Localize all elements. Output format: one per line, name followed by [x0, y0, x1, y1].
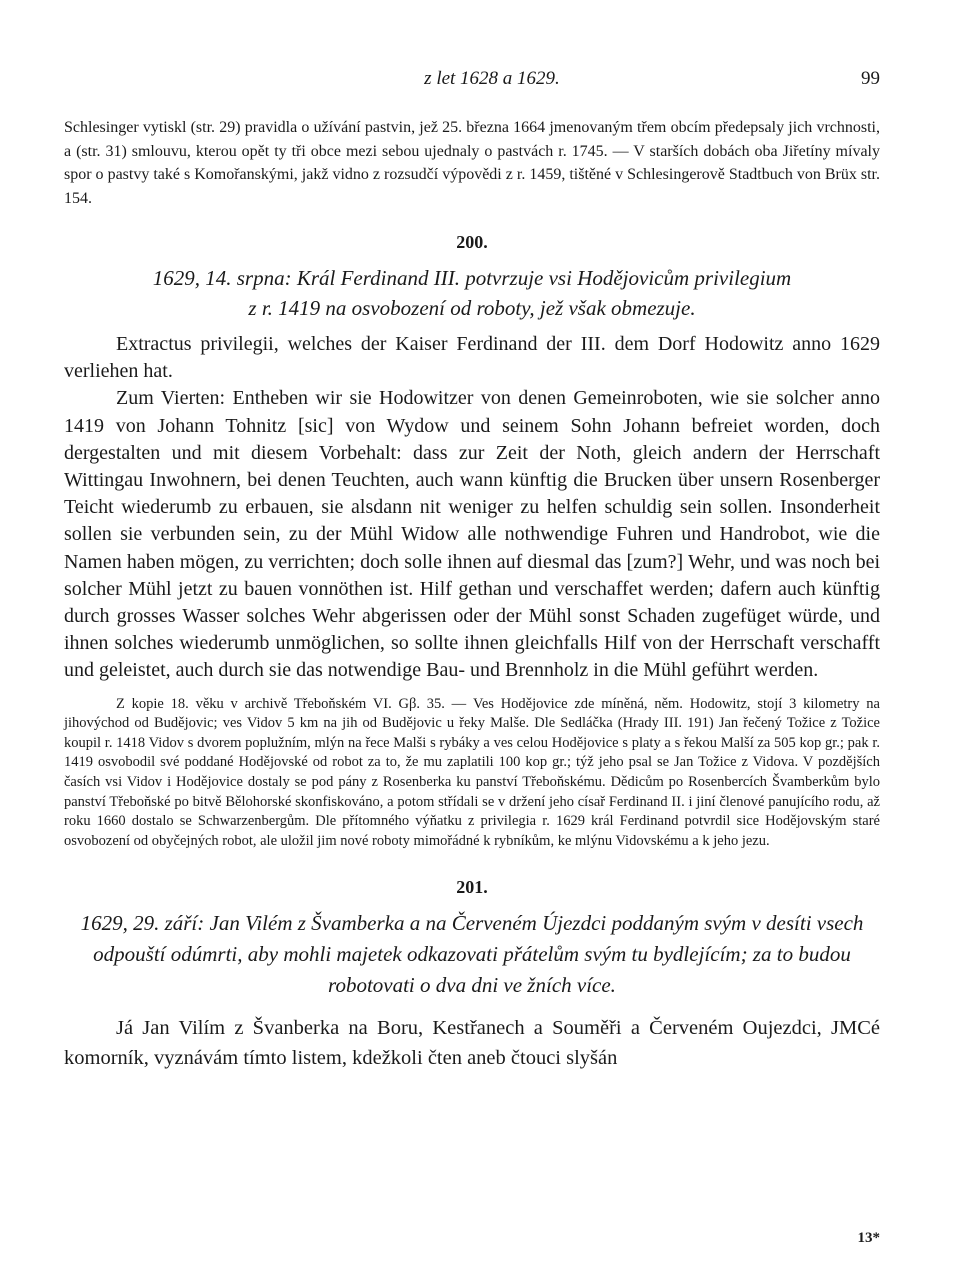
running-title: z let 1628 a 1629. [424, 68, 560, 89]
running-header [64, 68, 880, 98]
document-number-201: 201. [456, 877, 488, 898]
heading-line-1: 1629, 14. srpna: Král Ferdinand III. potvrzuje vsi Hodějovicům privilegium [152, 266, 792, 290]
extract-paragraph: Extractus privilegii, welches der Kaiser Ferdinand der III. dem Dorf Hodowitz anno 1629 verliehen hat. [64, 333, 880, 383]
document-heading-201: 1629, 29. září: Jan Vilém z Švamberka a na Červeném Újezdci poddaným svým v desíti vsech odpouští odúmrti, aby mohli majetek odkazovati přátelům svým tu bydlejícím; za to budou robotovati o dva dni ve žních více. [80, 911, 864, 998]
intro-paragraph: Schlesinger vytiskl (str. 29) pravidla o užívání pastvin, jež 25. března 1664 jmenovaným třem obcím předepsaly jich vrchnosti, a (str. 31) smlouvu, kterou opět ty tři obce mezi sebou ujednaly o pastvách r. 1745. — V starších dobách oba Jiřetíny mívaly spor o pastvy také s Komořanskými, jakž vidno z rozsudčí výpovědi z r. 1459, tištěné v Schlesingerově Stadtbuch von Brüx str. 154. [64, 119, 880, 207]
page-number: 99 [861, 68, 880, 89]
signature-mark: 13* [857, 1230, 880, 1246]
body-paragraph-201: Já Jan Vilím z Švanberka na Boru, Kestřanech a Souměři a Červeném Oujezdci, JMCé komorník, vyznávám tímto listem, kdežkoli čten aneb čtouci slyšán [64, 1017, 880, 1070]
document-number-200: 200. [456, 232, 488, 252]
heading-line-2: z r. 1419 na osvobození od roboty, jež však obmezuje. [248, 296, 696, 320]
body-paragraph-200: Zum Vierten: Entheben wir sie Hodowitzer von denen Gemeinroboten, wie sie solcher anno 1419 von Johann Tohnitz [sic] von Wydow und seinem Sohn Johann befreiet worden, doch dergestalten und mit diesem Vorbehalt: dass zur Zeit der Noth, gleich andern der Herrschaft Wittingau Inwohnern, bei denen Teuchten, auch wann künftig die Brucken über unsern Rosenberger Teicht wiederumb zu erbauen, sie alsdann nit weniger zu helfen schuldig sein sollen. Insonderheit sollen sie verbunden sein, zu der Mühl Widow alle nothwendige Fuhren und Handrobot, wie die Namen haben mögen, zu verrichten; doch solle ihnen auf diesmal das [zum?] Wehr, und was noch bei solcher Mühl jetzt zu bauen vonnöthen ist. Hilf gethan und verschaffet werden; dafern auch künftig durch grosses Wasser solches Wehr abgerissen oder der Mühl sonst Schaden zugefüget würde, und ihnen solches wiederumb unmöglichen, so sollte ihnen gleichfalls Hilf von der Herrschaft verschafft und geleistet, auch durch sie das notwendige Bau- und Brennholz in die Mühl geführt werden. [64, 387, 880, 682]
document-heading-200 [64, 263, 880, 323]
footnote-200: Z kopie 18. věku v archivě Třeboňském VI. Gβ. 35. — Ves Hodějovice zde míněná, něm. Hodowitz, stojí 3 kilometry na jihovýchod od Budějovic; ves Vidov 5 km na jih od Budějovic u řeky Malše. Dle Sedláčka (Hrady III. 191) Jan řečený Tožice z Tožice koupil r. 1418 Vidov s dvorem poplužním, mlýn na řece Malši s rybáky a ves celou Hodějovice s platy a s řekou Malší za 505 kop gr.; pak r. 1419 osvobodil své poddané Hodějovské od robot za to, že mu zaplatili 100 kop gr.; týž jeho psal se Jan Tožice z Vidova. V pozdějších časích vsi Vidov i Hodějovice dostaly se pod pány z Rosenberka ku panství Třeboňskému. Dědicům po Rosenbercích Švamberkům bylo panství Třeboňské po bitvě Bělohorské skonfiskováno, a potom střídali se v držení jeho císař Ferdinand II. i jiní členové panujícího rodu, až roku 1660 dostalo se Schwarzenbergům. Dle přítomného výňatku z privilegia r. 1629 král Ferdinand potvrdil sice Hodějovským staré osvobození od obyčejných robot, ale uložil jim nové roboty mimořádné k rybníkům, ke mlýnu Vidovskému a k jeho jezu. [64, 695, 880, 849]
